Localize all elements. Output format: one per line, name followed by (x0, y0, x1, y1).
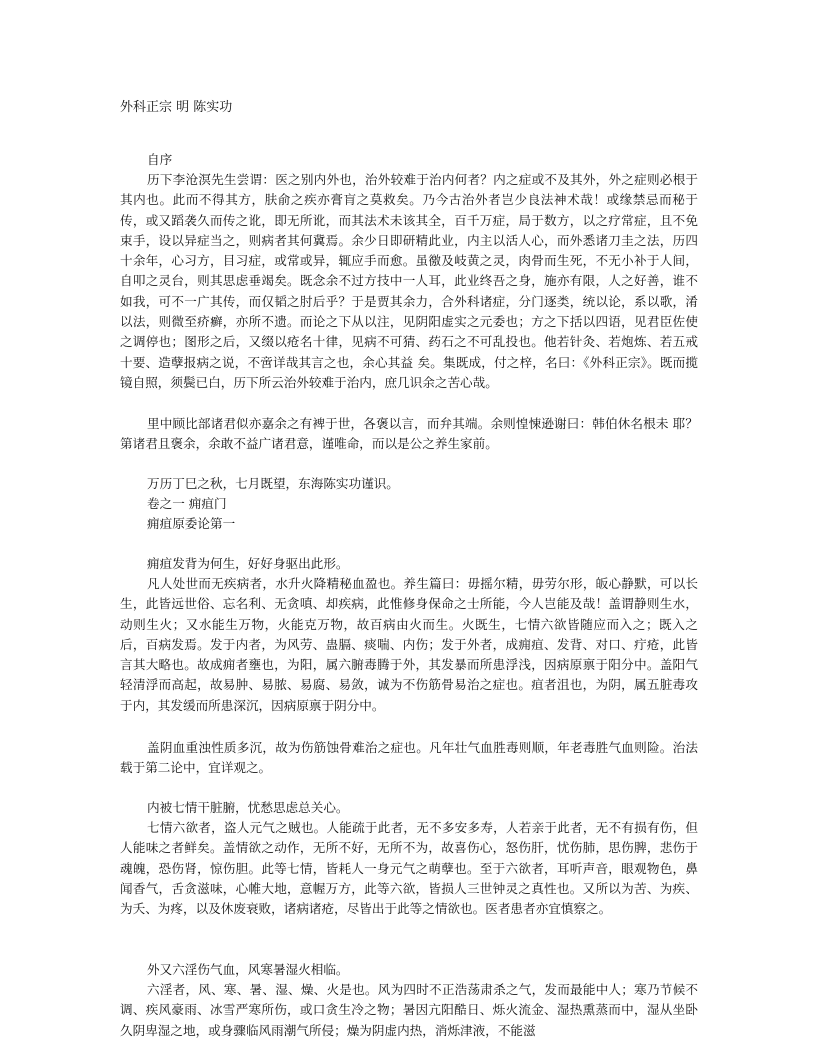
preface-heading: 自序 (147, 152, 173, 167)
body-paragraph: 七情六欲者，盗人元气之贼也。人能疏于此者，无不多安多寿，人若亲于此者，无不有损有伤，但人能味之者鲜矣。盖情欲之动作，无所不好，无所不为，故喜伤心，怒伤肝，忧伤肺，思伤脾，悲伤于魂魄，恐伤肾，惊伤胆。此等七情，皆耗人一身元气之萌孽也。至于六欲者，耳听声音，眼观物色，鼻闻香气，舌贪滋味，心帷大地，意幄万方，此等六欲，皆损人三世钟灵之真性也。又所以为苦、为疾、为夭、为疼，以及休废衰败，诸病诸疮，尽皆出于此等之情欲也。医者患者亦宜慎察之。 (120, 820, 698, 917)
body-paragraph: 六淫者，风、寒、暑、湿、燥、火是也。风为四时不正浩荡肃杀之气，发而最能中人；寒乃节候不调、疾风豪雨、冰雪严寒所伤，或口贪生冷之物；暑因亢阳酷日、烁火流金、湿热熏蒸而中，湿从坐卧久阴卑湿之地，或身骤临风雨潮气所侵；燥为阴虚内热，消烁津液，不能滋 (120, 982, 698, 1038)
verse-line: 内被七情干脏腑，忧愁思虑总关心。 (147, 800, 349, 815)
signature-line: 万历丁巳之秋，七月既望，东海陈实功谨识。 (147, 476, 399, 491)
preface-paragraph: 历下李沧溟先生尝谓：医之别内外也，治外较难于治内何者？内之症或不及其外，外之症则必根于其内也。此而不得其方，肤俞之疾亦膏肓之莫救矣。乃今古治外者岂少良法神术哉！或缘禁忌而秘于传，或又蹈袭久而传之讹，即无所讹，而其法术未该其全，百千万症，局于数方，以之疗常症，且不免束手，设以异症当之，则病者其何冀焉。余少日即研精此业，内主以活人心，而外悉诸刀圭之法，历四十余年，心习方，目习症，或常或异，辄应手而愈。虽徼及岐黄之灵，肉骨而生死，不无小补于人间，自叩之灵台，则其思虑垂竭矣。既念余不过方技中一人耳，此业终吾之身，施亦有限，人之好善，谁不如我，可不一广其传，而仅韬之肘后乎？于是贾其余力，合外科诸症，分门逐类，统以论，系以歌，淆以法，则微至疥癣，亦所不遗。而论之下从以注，见阴阳虚实之元委也；方之下括以四语，见君臣佐使之调停也；图形之后，又缀以疮名十律，见病不可猜、药石之不可乱投也。他若针灸、若炮炼、若五戒十要、造孽报病之说，不啻详哉其言之也，余心其益 矣。集既成，付之梓，名曰：《外科正宗》。既而揽镜自照，须鬓已白，历下所云治外较难于治内，庶几识余之苦心哉。 (120, 172, 698, 390)
book-title: 外科正宗 明 陈实功 (120, 100, 233, 115)
chapter-heading: 痈疽原委论第一 (147, 516, 236, 531)
body-paragraph: 凡人处世而无疾病者，水升火降精秘血盈也。养生篇曰：毋摇尔精，毋劳尔形，皈心静默，可以长生，此皆远世俗、忘名利、无贪嗔、却疾病，此惟修身保命之士所能，今人岂能及哉！盖谓静则生水，动则生火；又水能生万物，火能克万物，故百病由火而生。火既生，七情六欲皆随应而入之；既入之后，百病发焉。发于内者，为风劳、蛊膈、痰喘、内伤；发于外者，成痈疽、发背、对口、疔疮，此皆言其大略也。故成痈者壅也，为阳，属六腑毒腾于外，其发暴而所患浮浅，因病原禀于阳分中。盖阳气轻清浮而高起，故易肿、易脓、易腐、易敛，诚为不伤筋骨易治之症也。疽者沮也，为阴，属五脏毒攻于内，其发缓而所患深沉，因病原禀于阴分中。 (120, 576, 698, 713)
preface-paragraph: 里中顾比部诸君似亦嘉余之有裨于世，各褒以言，而弁其端。余则惶悚逊谢曰：韩伯休名根未 耶？第诸君且褒余，余敢不益广诸君意，谨唯命，而以是公之养生家前。 (120, 416, 698, 452)
body-paragraph: 盖阴血重浊性质多沉，故为伤筋蚀骨难治之症也。凡年壮气血胜毒则顺，年老毒胜气血则险。治法载于第二论中，宜详观之。 (120, 740, 698, 776)
verse-line: 痈疽发背为何生，好好身驱出此形。 (147, 556, 349, 571)
volume-heading: 卷之一 痈疽门 (147, 496, 227, 511)
verse-line: 外又六淫伤气血，风寒暑湿火相临。 (147, 962, 349, 977)
